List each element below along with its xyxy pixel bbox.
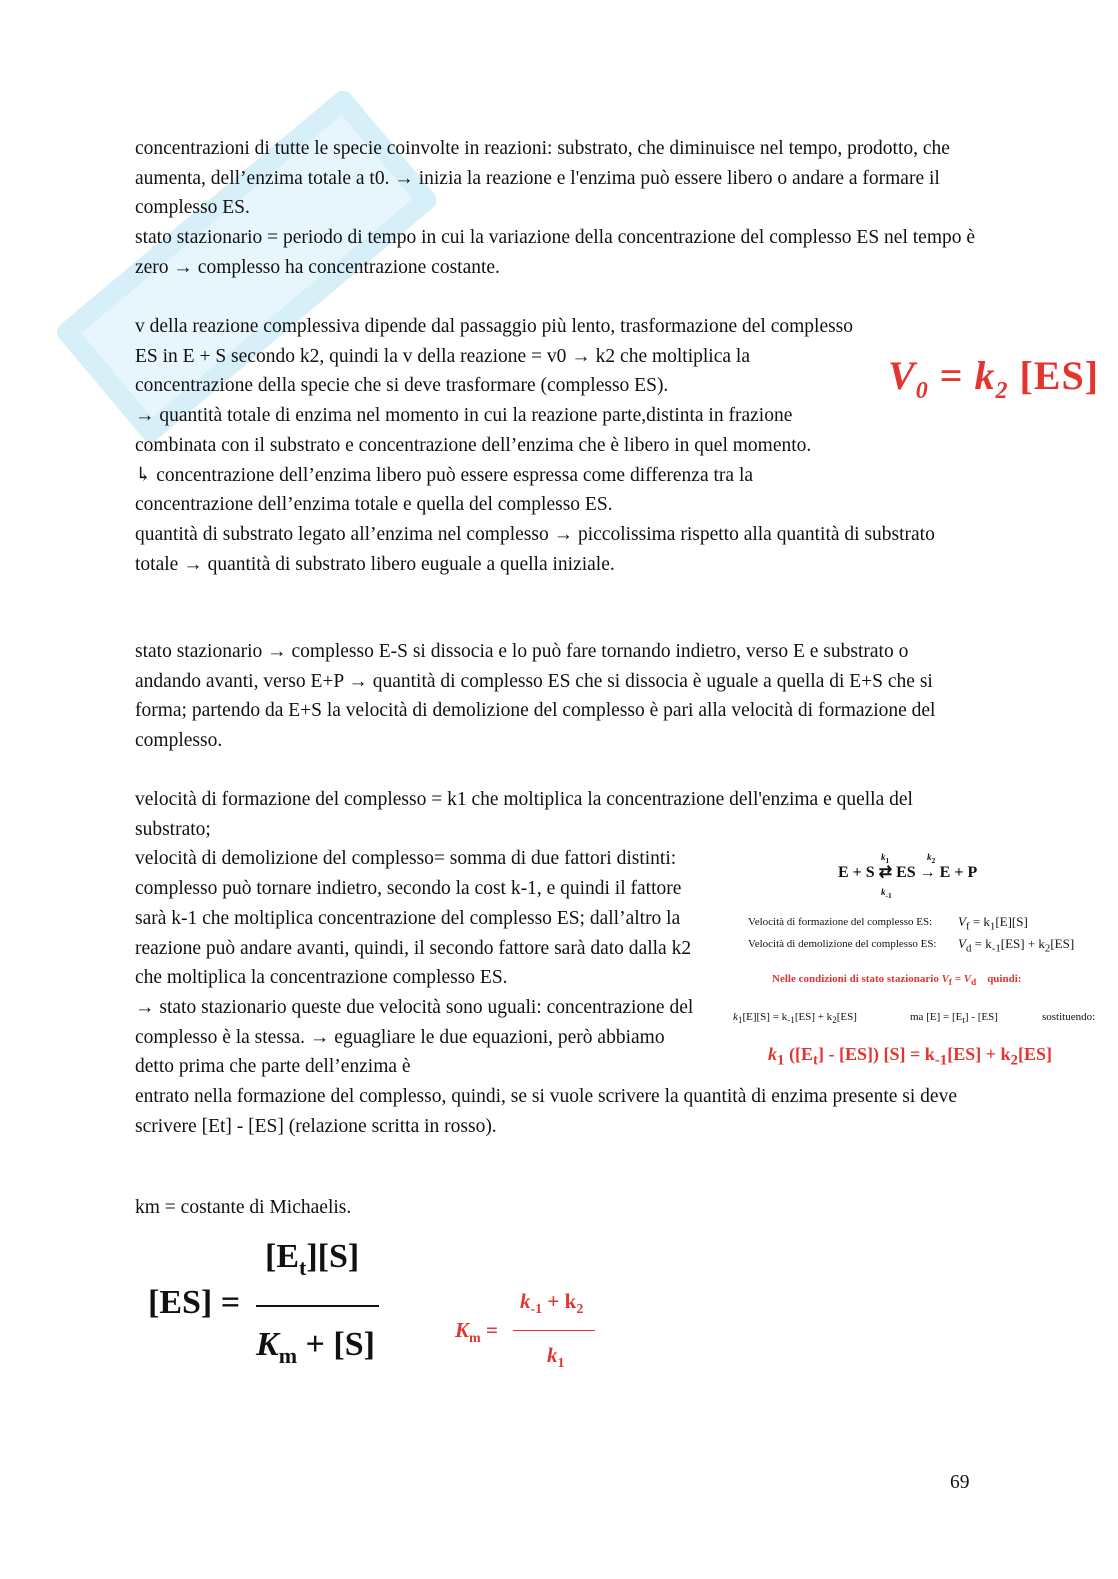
formula-operator: = [928,353,975,398]
vf-label: Velocità di formazione del complesso ES: [748,916,933,928]
page-number: 69 [950,1472,970,1493]
paragraph: → quantità totale di enzima nel momento in cui la reazione parte,distinta in frazione combinata con il substrato e concentrazione dell’enzima che è libero in quel momento. [135,405,812,456]
paragraph: concentrazioni di tutte le specie coinvolte in reazioni: substrato, che diminuisce nel tempo, prodotto, che aumenta, dell’enzima totale a t0. → inizia la reazione e l'enzima può essere libero o andare a formare il complesso ES. [135,138,950,219]
km-label: km = costante di Michaelis. [135,1197,352,1218]
formula-symbol: V [888,353,916,398]
formula-numerator: $k_{-1} + k_2$ [520,1289,584,1318]
reaction-scheme [730,850,1110,1080]
paragraph: ↳ concentrazione dell’enzima libero può essere espressa come differenza tra la concentrazione dell’enzima totale e quella del complesso ES. [135,464,754,516]
rate-constant-k2: $k_2$ [927,852,936,865]
free-enzyme-relation: ma $[E] = [E_t] - [ES]$ [910,1011,998,1026]
formula-term: [ES] [1008,353,1100,398]
text-block-1 [135,134,975,283]
rate-constant-k-1: $k_{-1}$ [881,887,892,900]
vd-equation: $V_d = k_{-1}[ES] + k_2[ES]$ [958,936,1075,955]
formula-lhs: [ES] = [148,1284,241,1321]
paragraph: velocità di demolizione del complesso= somma di due fattori distinti: complesso può tornare indietro, secondo la cost k-1, e quindi il fattore sarà k-1 che moltiplica concentrazione del complesso ES; dall’altro la reazione può andare avanti, quindi, il secondo fattore sarà dato dalla k2 che moltiplica la concentrazione complesso ES. [135,848,692,989]
fraction-bar [513,1330,595,1331]
formula-numerator: $[E_t][S]$ [265,1238,360,1280]
formula-subscript: 2 [995,378,1009,404]
paragraph: stato stazionario → complesso E-S si dissocia e lo può fare tornando indietro, verso E e substrato o andando avanti, verso E+P → quantità di complesso ES che si dissocia è uguale a quella di E+S che si forma; partendo da E+S la velocità di demolizione del complesso è pari alla velocità di formazione del complesso. [135,641,936,752]
km-formula [455,1285,605,1375]
paragraph: → stato stazionario queste due velocità sono uguali: concentrazione del complesso è la stessa. → eguagliare le due equazioni, però abbiamo detto prima che parte dell’enzima è [135,996,694,1078]
paragraph: v della reazione complessiva dipende dal passaggio più lento, trasformazione del complesso [135,316,854,337]
formula-denominator: $k_1$ [547,1343,565,1372]
sostituendo-label: sostituendo: [1042,1011,1096,1023]
rate-constant-k1: $k_1$ [881,852,890,865]
reaction-equation: E + S ⇄ ES → E + P [838,864,978,881]
text-block-2 [135,312,975,579]
paragraph: quantità di substrato legato all’enzima nel complesso → piccolissima rispetto alla quantità di substrato totale → quantità di substrato libero euguale a quella iniziale. [135,523,935,575]
formula-symbol: k [974,353,996,398]
balance-equation: $k_1[E][S] = k_{-1}[ES] + k_2[ES]$ [733,1011,857,1026]
formula-subscript: 0 [915,378,929,404]
text-block-3 [135,637,975,756]
fraction-bar [256,1305,379,1307]
substituted-equation: $k_1$ $([E_t] - [ES]) [S] = k_{-1}[ES] + k_2[ES]$ [768,1044,1053,1069]
paragraph: velocità di formazione del complesso = k1 che moltiplica la concentrazione dell'enzima e quella del substrato; [135,789,913,840]
stationary-condition: Nelle condizioni di stato stazionario $V_f = V_d$ quindi: [772,973,1022,988]
vd-label: Velocità di demolizione del complesso ES: [748,938,937,950]
paragraph: stato stazionario = periodo di tempo in cui la variazione della concentrazione del complesso ES nel tempo è zero → complesso ha concentrazione costante. [135,227,976,278]
formula-lhs: $K_m$ = [455,1318,498,1347]
paragraph: ES in E + S secondo k2, quindi la v della reazione = v0 → k2 che moltiplica la concentrazione della specie che si deve trasformare (complesso ES). [135,345,750,397]
v0-formula [888,352,1099,405]
vf-equation: $V_f = k_1[E][S]$ [958,914,1028,933]
formula-denominator: $K_m + [S]$ [256,1326,375,1368]
es-formula [148,1238,388,1378]
paragraph: entrato nella formazione del complesso, quindi, se si vuole scrivere la quantità di enzima presente si deve scrivere [Et] - [ES] (relazione scritta in rosso). [135,1086,957,1137]
